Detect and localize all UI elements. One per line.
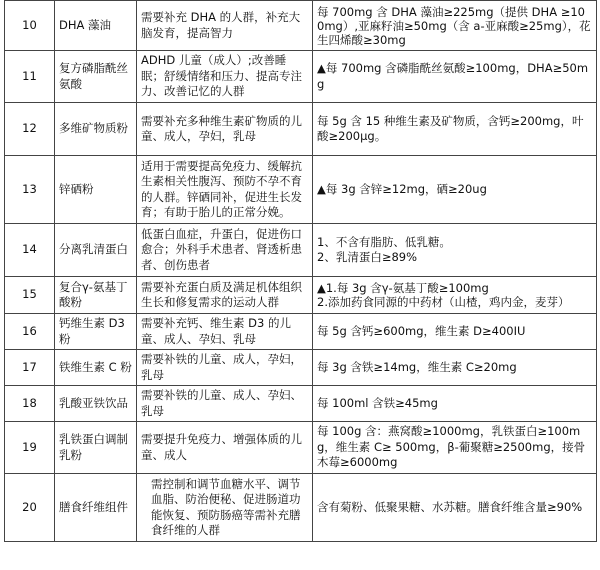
target-audience: 适用于需要提高免疫力、缓解抗生素相关性腹泻、预防不孕不育的人群。锌硒同补，促进生长发育；有助于胎儿的正常分娩。 [137,156,313,224]
table-row [5,224,597,277]
product-name: 膳食纤维组件 [55,474,137,542]
table-row [5,422,597,474]
nutrient-content: 每 100g 含：燕窝酸≥1000mg，乳铁蛋白≥100mg，维生素 C≥ 500mg，β-葡聚糖≥2500mg，接骨木莓≥6000mg [313,422,597,474]
target-audience: 需要补充蛋白质及满足机体组织生长和修复需求的运动人群 [137,277,313,314]
nutrient-content: ▲1.每 3g 含γ-氨基丁酸≥100mg 2.添加药食同源的中药材（山楂，鸡内金，麦芽） [313,277,597,314]
product-name: 分离乳清蛋白 [55,224,137,277]
target-audience: 需要补充多种维生素矿物质的儿童、成人，孕妇，乳母 [137,103,313,156]
table-row [5,386,597,422]
table-row [5,51,597,103]
product-name: 铁维生素 C 粉 [55,350,137,386]
nutrient-content: ▲每 3g 含锌≥12mg，硒≥20ug [313,156,597,224]
target-audience: ADHD 儿童（成人）;改善睡眠；舒缓情绪和压力、提高专注力、改善记忆的人群 [137,51,313,103]
table-row [5,156,597,224]
product-name: 复方磷脂酰丝氨酸 [55,51,137,103]
table-row [5,1,597,51]
row-number: 19 [5,422,55,474]
table-row [5,103,597,156]
row-number: 13 [5,156,55,224]
row-number: 15 [5,277,55,314]
product-name: 复合γ-氨基丁酸粉 [55,277,137,314]
nutrient-content: 1、不含有脂肪、低乳糖。 2、乳清蛋白≥89% [313,224,597,277]
product-name: 乳铁蛋白调制乳粉 [55,422,137,474]
target-audience: 需要补铁的儿童、成人、孕妇、乳母 [137,386,313,422]
table-row [5,350,597,386]
nutrient-content: 每 5g 含 15 种维生素及矿物质，含钙≥200mg，叶酸≥200μg。 [313,103,597,156]
nutrient-content: 含有菊粉、低聚果糖、水苏糖。膳食纤维含量≥90% [313,474,597,542]
table-row [5,474,597,542]
product-table [4,0,597,542]
row-number: 12 [5,103,55,156]
row-number: 20 [5,474,55,542]
product-name: DHA 藻油 [55,1,137,51]
target-audience: 需要补充 DHA 的人群，补充大脑发育，提高智力 [137,1,313,51]
row-number: 17 [5,350,55,386]
nutrient-content: 每 5g 含钙≥600mg，维生素 D≥400IU [313,314,597,350]
target-audience: 需要补铁的儿童、成人，孕妇，乳母 [137,350,313,386]
target-audience: 需要补充钙、维生素 D3 的儿童、成人、孕妇、乳母 [137,314,313,350]
target-audience: 需要提升免疫力、增强体质的儿童、成人 [137,422,313,474]
row-number: 10 [5,1,55,51]
nutrient-content: 每 3g 含铁≥14mg，维生素 C≥20mg [313,350,597,386]
nutrient-content: 每 700mg 含 DHA 藻油≥225mg（提供 DHA ≥100mg）,亚麻籽油≥50mg（含 a-亚麻酸≥25mg），花生四烯酸≥30mg [313,1,597,51]
target-audience: 需控制和调节血糖水平、调节血脂、防治便秘、促进肠道功能恢复、预防肠癌等需补充膳食纤维的人群 [137,474,313,542]
row-number: 14 [5,224,55,277]
nutrient-content: ▲每 700mg 含磷脂酰丝氨酸≥100mg，DHA≥50mg [313,51,597,103]
row-number: 18 [5,386,55,422]
row-number: 11 [5,51,55,103]
product-name: 多维矿物质粉 [55,103,137,156]
nutrient-content: 每 100ml 含铁≥45mg [313,386,597,422]
target-audience: 低蛋白血症，升蛋白，促进伤口愈合；外科手术患者、肾透析患者、创伤患者 [137,224,313,277]
product-name: 锌硒粉 [55,156,137,224]
row-number: 16 [5,314,55,350]
table-row [5,277,597,314]
product-name: 钙维生素 D3 粉 [55,314,137,350]
product-name: 乳酸亚铁饮品 [55,386,137,422]
table-row [5,314,597,350]
